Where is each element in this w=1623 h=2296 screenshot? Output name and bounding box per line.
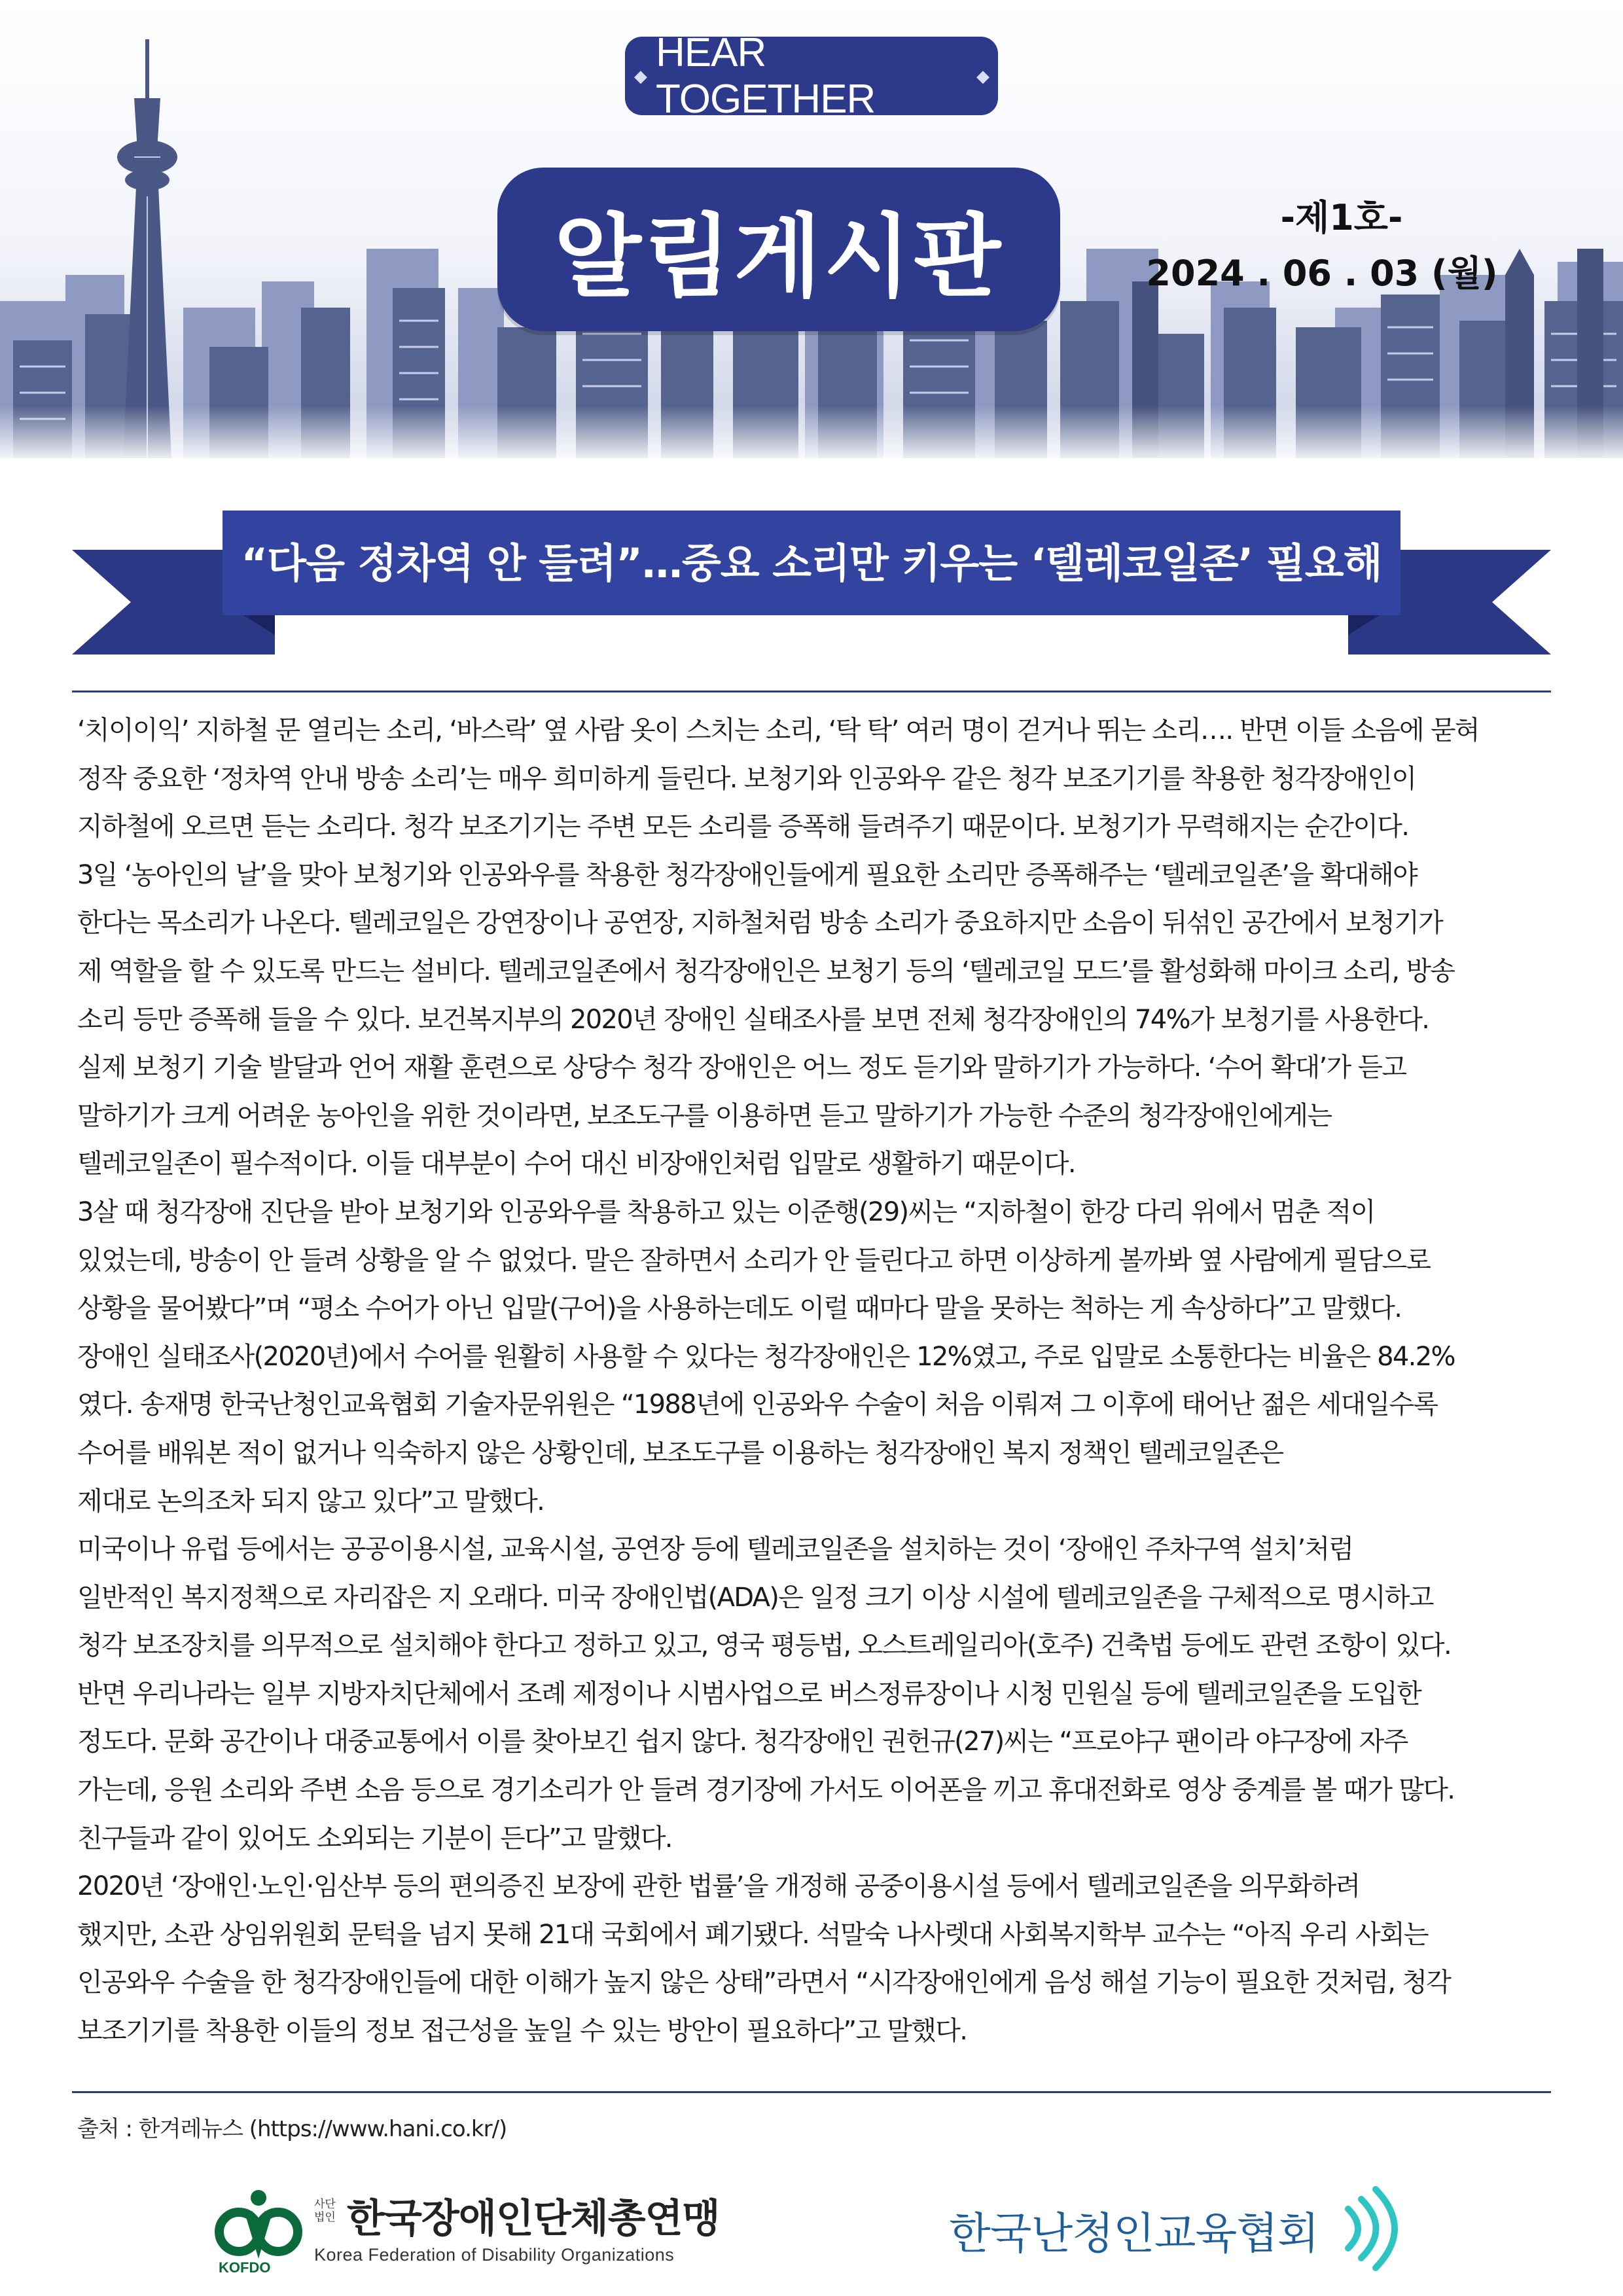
article-line: 제 역할을 할 수 있도록 만드는 설비다. 텔레코일존에서 청각장애인은 보청기 등의 ‘텔레코일 모드’를 활성화해 마이크 소리, 방송 bbox=[77, 956, 1455, 986]
page-title: 알림게시판 bbox=[497, 168, 1060, 331]
article-line: 지하철에 오르면 듣는 소리다. 청각 보조기기는 주변 모든 소리를 증폭해 들려주기 때문이다. 보청기가 무력해지는 순간이다. bbox=[77, 812, 1409, 842]
article-body bbox=[77, 707, 1550, 2056]
badge-label: HEAR TOGETHER bbox=[656, 30, 876, 122]
article-line: 말하기가 크게 어려운 농아인을 위한 것이라면, 보조도구를 이용하면 듣고 말하기가 가능한 수준의 청각장애인에게는 bbox=[77, 1100, 1332, 1131]
source-credit: 출처 : 한겨레뉴스 (https://www.hani.co.kr/) bbox=[77, 2116, 507, 2142]
article-line: 3살 때 청각장애 진단을 받아 보청기와 인공와우를 착용하고 있는 이준행(29)씨는 “지하철이 한강 다리 위에서 멈춘 적이 bbox=[77, 1196, 1375, 1227]
headline: “다음 정차역 안 들려”…중요 소리만 키우는 ‘텔레코일존’ 필요해 bbox=[241, 539, 1382, 587]
article-line: 소리 등만 증폭해 들을 수 있다. 보건복지부의 2020년 장애인 실태조사를 보면 전체 청각장애인의 74%가 보청기를 사용한다. bbox=[77, 1004, 1429, 1035]
article-line: ‘치이이익’ 지하철 문 열리는 소리, ‘바스락’ 옆 사람 옷이 스치는 소리, ‘탁 탁’ 여러 명이 걷거나 뛰는 소리…. 반면 이들 소음에 묻혀 bbox=[77, 715, 1479, 745]
article-line: 정도다. 문화 공간이나 대중교통에서 이를 찾아보긴 쉽지 않다. 청각장애인 권헌규(27)씨는 “프로야구 팬이라 야구장에 자주 bbox=[77, 1727, 1408, 1757]
article-line: 보조기기를 착용한 이들의 정보 접근성을 높일 수 있는 방안이 필요하다”고 말했다. bbox=[77, 2016, 967, 2047]
article-line: 가는데, 응원 소리와 주변 소음 등으로 경기소리가 안 들려 경기장에 가서도 이어폰을 끼고 휴대전화로 영상 중계를 볼 때가 많다. bbox=[77, 1775, 1455, 1806]
divider-top bbox=[72, 691, 1551, 692]
hear-together-badge bbox=[625, 30, 998, 122]
header-banner bbox=[0, 0, 1623, 458]
article-line: 수어를 배워본 적이 없거나 익숙하지 않은 상황인데, 보조도구를 이용하는 청각장애인 복지 정책인 텔레코일존은 bbox=[77, 1437, 1283, 1468]
article-line: 청각 보조장치를 의무적으로 설치해야 한다고 정하고 있고, 영국 평등법, 오스트레일리아(호주) 건축법 등에도 관련 조항이 있다. bbox=[77, 1630, 1452, 1661]
issue-number: -제1호- bbox=[1280, 197, 1403, 238]
article-line: 제대로 논의조차 되지 않고 있다”고 말했다. bbox=[77, 1486, 544, 1516]
kofdo-logo bbox=[209, 2179, 746, 2278]
kofdo-name-ko: 한국장애인단체총연맹 bbox=[347, 2196, 720, 2242]
article-line: 3일 ‘농아인의 날’을 맞아 보청기와 인공와우를 착용한 청각장애인들에게 필요한 소리만 증폭해주는 ‘텔레코일존’을 확대해야 bbox=[77, 859, 1417, 890]
article-line: 장애인 실태조사(2020년)에서 수어를 원활히 사용할 수 있다는 청각장애인은 12%였고, 주로 입말로 소통한다는 비율은 84.2% bbox=[77, 1341, 1455, 1372]
article-line: 일반적인 복지정책으로 자리잡은 지 오래다. 미국 장애인법(ADA)은 일정 크기 이상 시설에 텔레코일존을 구체적으로 명시하고 bbox=[77, 1582, 1433, 1613]
association-name: 한국난청인교육협회 bbox=[949, 2208, 1319, 2259]
article-line: 2020년 ‘장애인·노인·임산부 등의 편의증진 보장에 관한 법률’을 개정해 공중이용시설 등에서 텔레코일존을 의무화하려 bbox=[77, 1871, 1360, 1902]
hearing-wave-icon bbox=[1335, 2183, 1414, 2274]
issue-date: 2024 . 06 . 03 (월) bbox=[1146, 253, 1498, 294]
article-line: 텔레코일존이 필수적이다. 이들 대부분이 수어 대신 비장애인처럼 입말로 생활하기 때문이다. bbox=[77, 1149, 1075, 1179]
article-line: 반면 우리나라는 일부 지방자치단체에서 조례 제정이나 시범사업으로 버스정류장이나 시청 민원실 등에 텔레코일존을 도입한 bbox=[77, 1678, 1421, 1709]
kofdo-abbr: KOFDO bbox=[219, 2259, 271, 2276]
article-line: 있었는데, 방송이 안 들려 상황을 알 수 없었다. 말은 잘하면서 소리가 안 들린다고 하면 이상하게 볼까봐 옆 사람에게 필담으로 bbox=[77, 1245, 1431, 1276]
article-line: 정작 중요한 ‘정차역 안내 방송 소리’는 매우 희미하게 들린다. 보청기와 인공와우 같은 청각 보조기기를 착용한 청각장애인이 bbox=[77, 763, 1416, 794]
article-line: 실제 보청기 기술 발달과 언어 재활 훈련으로 상당수 청각 장애인은 어느 정도 듣기와 말하기가 가능하다. ‘수어 확대’가 듣고 bbox=[77, 1052, 1406, 1083]
article-line: 였다. 송재명 한국난청인교육협회 기술자문위원은 “1988년에 인공와우 수술이 처음 이뤄져 그 이후에 태어난 젊은 세대일수록 bbox=[77, 1390, 1438, 1420]
divider-bottom bbox=[72, 2091, 1551, 2093]
article-line: 미국이나 유럽 등에서는 공공이용시설, 교육시설, 공연장 등에 텔레코일존을 설치하는 것이 ‘장애인 주차구역 설치’처럼 bbox=[77, 1534, 1353, 1565]
bullet-dot-icon: ◆ bbox=[634, 65, 647, 86]
article-line: 인공와우 수술을 한 청각장애인들에 대한 이해가 높지 않은 상태”라면서 “시각장애인에게 음성 해설 기능이 필요한 것처럼, 청각 bbox=[77, 1967, 1451, 1998]
article-line: 한다는 목소리가 나온다. 텔레코일은 강연장이나 공연장, 지하철처럼 방송 소리가 중요하지만 소음이 뒤섞인 공간에서 보청기가 bbox=[77, 908, 1443, 939]
hearing-association-logo bbox=[949, 2183, 1420, 2274]
article-line: 친구들과 같이 있어도 소외되는 기분이 든다”고 말했다. bbox=[77, 1823, 672, 1854]
corporation-tag: 사단 법인 bbox=[314, 2198, 336, 2224]
kofdo-name-en: Korea Federation of Disability Organizations bbox=[314, 2245, 675, 2265]
article-line: 상황을 물어봤다”며 “평소 수어가 아닌 입말(구어)을 사용하는데도 이럴 때마다 말을 못하는 척하는 게 속상하다”고 말했다. bbox=[77, 1293, 1402, 1324]
article-line: 했지만, 소관 상임위원회 문턱을 넘지 못해 21대 국회에서 폐기됐다. 석말숙 나사렛대 사회복지학부 교수는 “아직 우리 사회는 bbox=[77, 1919, 1428, 1950]
bullet-dot-icon: ◆ bbox=[976, 65, 989, 86]
